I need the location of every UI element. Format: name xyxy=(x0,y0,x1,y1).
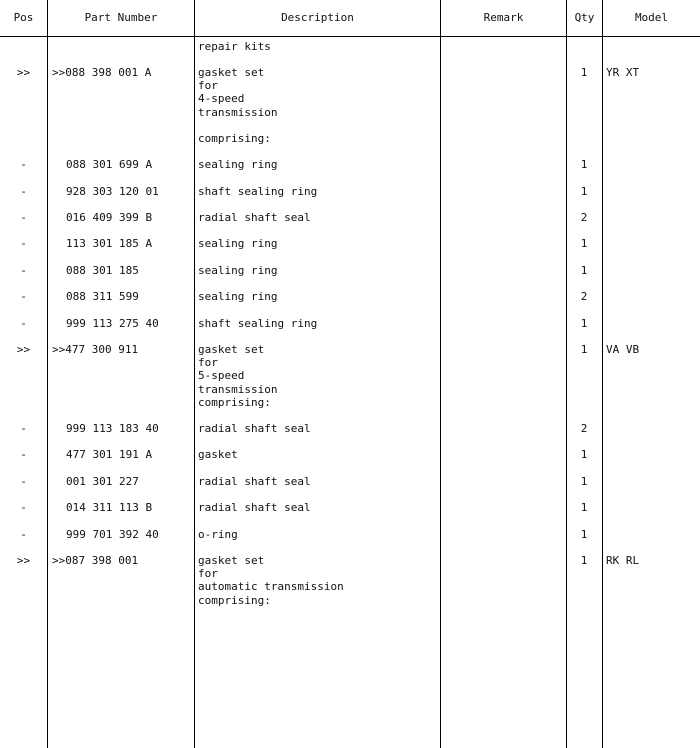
description-line: radial shaft seal xyxy=(198,422,311,435)
qty-cell: 1 xyxy=(580,343,588,356)
qty-cell: 1 xyxy=(580,501,588,514)
description-line: automatic transmission xyxy=(198,580,344,594)
description-line: radial shaft seal xyxy=(198,211,311,224)
part-number-cell[interactable]: 088 311 599 xyxy=(66,290,139,303)
model-cell: VA VB xyxy=(606,343,640,356)
description-line: gasket set xyxy=(198,343,265,356)
part-number-cell[interactable]: 999 113 275 40 xyxy=(66,317,159,330)
description-cell xyxy=(198,264,438,277)
part-number-cell[interactable]: 014 311 113 B xyxy=(66,501,153,514)
description-line: repair kits xyxy=(198,40,271,53)
description-cell xyxy=(198,554,438,607)
description-cell xyxy=(198,317,438,330)
description-cell xyxy=(198,185,438,198)
description-line: gasket xyxy=(198,448,238,461)
description-line: gasket set xyxy=(198,66,265,79)
pos-cell: - xyxy=(20,422,27,435)
description-line: comprising: xyxy=(198,395,271,409)
pos-cell: >> xyxy=(16,66,31,79)
pos-cell: - xyxy=(20,158,27,171)
part-number-cell[interactable]: >>477 300 911 xyxy=(52,343,139,356)
pos-cell: - xyxy=(20,528,27,541)
part-number-cell[interactable]: 016 409 399 B xyxy=(66,211,153,224)
description-line: gasket set xyxy=(198,554,265,567)
pos-cell: - xyxy=(20,211,27,224)
description-line: shaft sealing ring xyxy=(198,185,318,198)
qty-cell: 1 xyxy=(580,237,588,250)
header-description: Description xyxy=(281,11,354,24)
description-line: sealing ring xyxy=(198,237,278,250)
qty-cell: 1 xyxy=(580,554,588,567)
pos-cell: >> xyxy=(16,554,31,567)
pos-cell: - xyxy=(20,448,27,461)
header-divider xyxy=(0,36,700,37)
description-cell xyxy=(198,66,438,145)
description-cell xyxy=(198,237,438,250)
pos-cell: - xyxy=(20,501,27,514)
part-number-cell[interactable]: 088 301 185 xyxy=(66,264,139,277)
description-cell xyxy=(198,501,438,514)
description-line: shaft sealing ring xyxy=(198,317,318,330)
description-line: sealing ring xyxy=(198,290,278,303)
header-model: Model xyxy=(634,11,669,24)
pos-cell: >> xyxy=(16,343,31,356)
header-part-number: Part Number xyxy=(84,11,158,24)
qty-cell: 2 xyxy=(580,290,588,303)
part-number-cell[interactable]: 001 301 227 xyxy=(66,475,139,488)
qty-cell: 1 xyxy=(580,66,588,79)
header-remark: Remark xyxy=(483,11,524,24)
description-line: for xyxy=(198,79,218,93)
pos-cell: - xyxy=(20,475,27,488)
description-line: o-ring xyxy=(198,528,238,541)
pos-cell: - xyxy=(20,237,27,250)
column-divider xyxy=(566,0,567,748)
header-pos: Pos xyxy=(13,11,34,24)
pos-cell: - xyxy=(20,185,27,198)
description-line xyxy=(198,119,438,132)
description-line: for xyxy=(198,356,218,370)
pos-cell: - xyxy=(20,264,27,277)
part-number-cell[interactable]: 088 301 699 A xyxy=(66,158,153,171)
part-number-cell[interactable]: 113 301 185 A xyxy=(66,237,153,250)
qty-cell: 1 xyxy=(580,264,588,277)
column-divider xyxy=(194,0,195,748)
description-line: comprising: xyxy=(198,593,271,607)
header-qty: Qty xyxy=(574,11,595,24)
description-cell xyxy=(198,158,438,171)
description-cell xyxy=(198,211,438,224)
model-cell: YR XT xyxy=(606,66,640,79)
description-cell xyxy=(198,343,438,409)
description-cell xyxy=(198,422,438,435)
description-line: 5-speed xyxy=(198,369,245,383)
description-line: transmission xyxy=(198,105,278,119)
description-cell xyxy=(198,475,438,488)
description-line: radial shaft seal xyxy=(198,475,311,488)
column-divider xyxy=(47,0,48,748)
model-cell: RK RL xyxy=(606,554,640,567)
description-cell xyxy=(198,40,438,53)
part-number-cell[interactable]: >>087 398 001 xyxy=(52,554,139,567)
column-divider xyxy=(440,0,441,748)
pos-cell: - xyxy=(20,290,27,303)
part-number-cell[interactable]: 999 113 183 40 xyxy=(66,422,159,435)
qty-cell: 2 xyxy=(580,211,588,224)
qty-cell: 1 xyxy=(580,158,588,171)
description-line: transmission xyxy=(198,382,278,396)
qty-cell: 2 xyxy=(580,422,588,435)
description-cell xyxy=(198,290,438,303)
part-number-cell[interactable]: 928 303 120 01 xyxy=(66,185,159,198)
description-cell xyxy=(198,528,438,541)
qty-cell: 1 xyxy=(580,475,588,488)
part-number-cell[interactable]: >>088 398 001 A xyxy=(52,66,152,79)
description-line: sealing ring xyxy=(198,264,278,277)
pos-cell: - xyxy=(20,317,27,330)
qty-cell: 1 xyxy=(580,317,588,330)
table-header xyxy=(0,0,700,36)
qty-cell: 1 xyxy=(580,528,588,541)
column-divider xyxy=(602,0,603,748)
part-number-cell[interactable]: 999 701 392 40 xyxy=(66,528,159,541)
description-line: 4-speed xyxy=(198,92,245,106)
description-line: sealing ring xyxy=(198,158,278,171)
description-cell xyxy=(198,448,438,461)
qty-cell: 1 xyxy=(580,185,588,198)
description-line: comprising: xyxy=(198,132,271,146)
part-number-cell[interactable]: 477 301 191 A xyxy=(66,448,153,461)
description-line: radial shaft seal xyxy=(198,501,311,514)
qty-cell: 1 xyxy=(580,448,588,461)
description-line: for xyxy=(198,567,218,581)
